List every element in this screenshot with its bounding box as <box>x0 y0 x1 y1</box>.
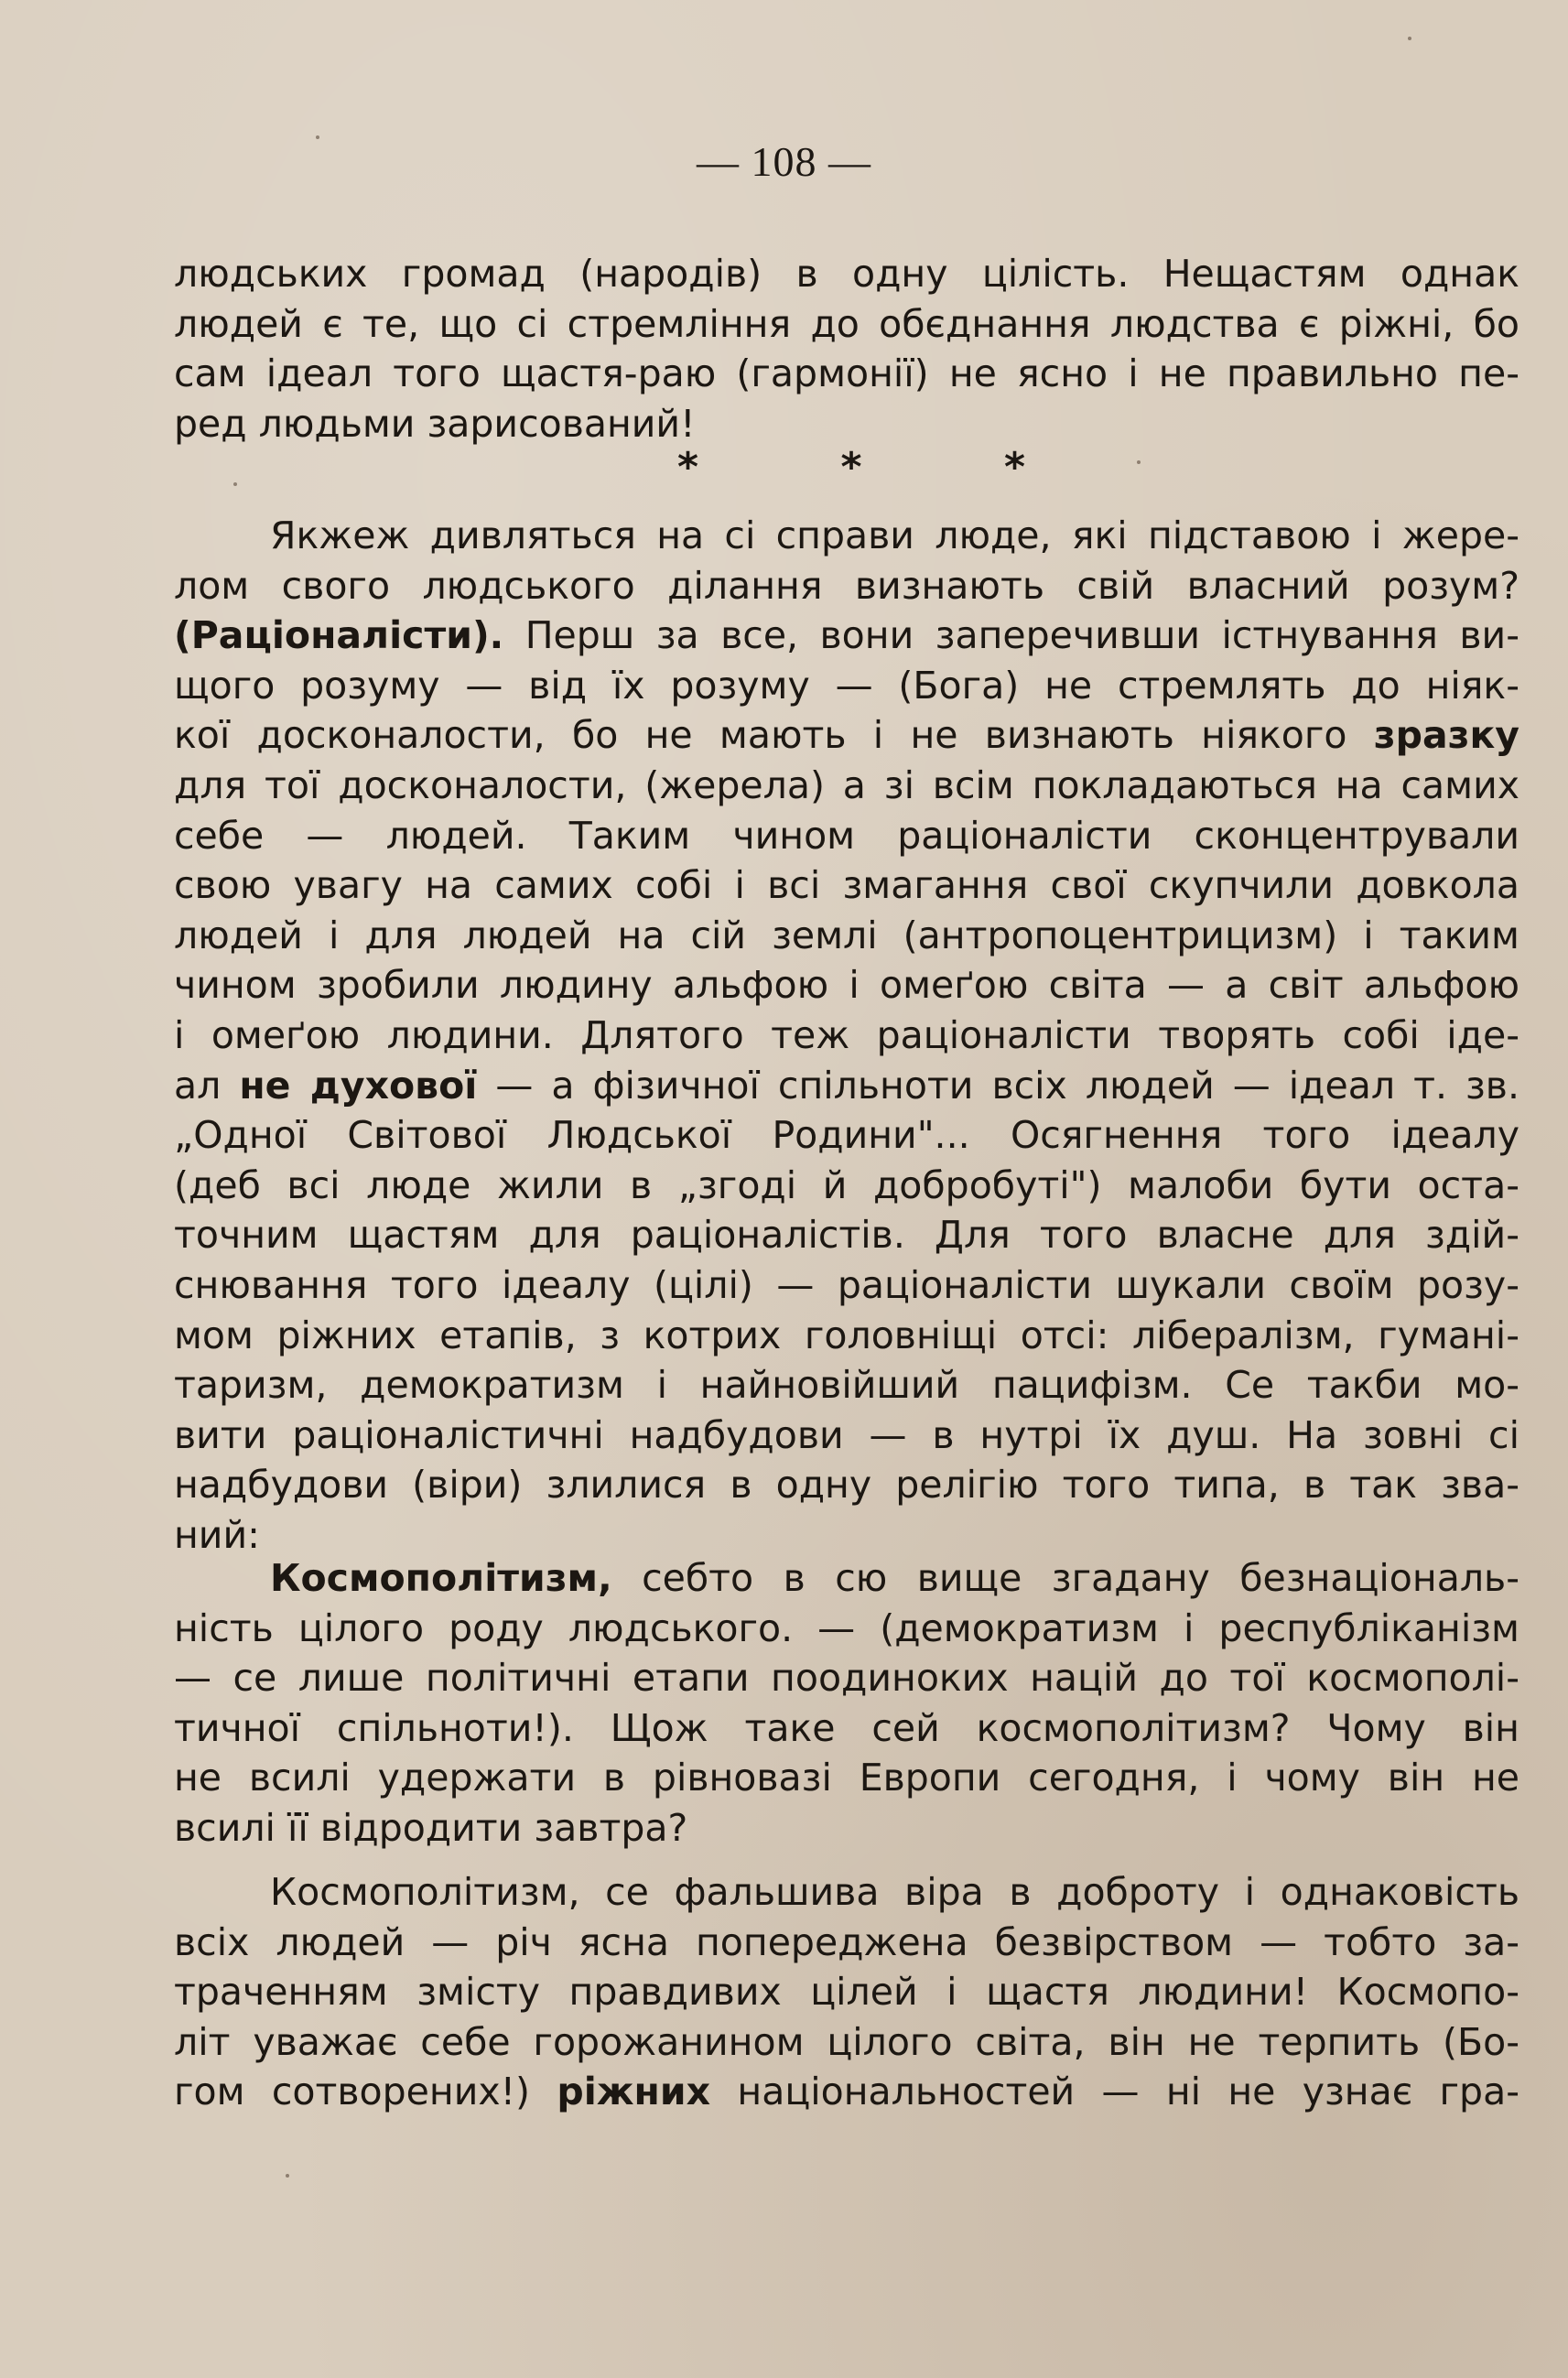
text-line: траченням змісту правдивих цілей і щастя людини! Космопо- <box>174 1970 1519 2015</box>
text-line: ний: <box>174 1512 260 1557</box>
text-line: надбудови (віри) злилися в одну релігію того типа, в так зва- <box>174 1463 1519 1508</box>
text-line: тичної спільноти!). Щож таке сей космополітизм? Чому він <box>174 1705 1519 1750</box>
text-line: літ уважає себе горожанином цілого світа, він не терпить (Бо- <box>174 2019 1519 2064</box>
text-line: вити раціоналістичні надбудови — в нутрі їх душ. На зовні сі <box>174 1412 1519 1457</box>
bold-term: зразку <box>1373 713 1519 758</box>
text-line: ред людьми зарисований! <box>174 401 696 446</box>
paragraph-4 <box>174 1867 1519 2117</box>
bold-term: не духової <box>239 1063 478 1108</box>
text-line <box>174 1553 1519 1604</box>
text-line <box>174 611 1519 661</box>
text-line: всіх людей — річ ясна попереджена безвірством — тобто за- <box>174 1919 1519 1964</box>
bold-term: (Раціоналісти). <box>174 613 504 658</box>
text-line: щого розуму — від їх розуму — (Бога) не стремлять до ніяк- <box>174 663 1519 708</box>
text-line: свою увагу на самих собі і всі змагання свої скупчили довкола <box>174 863 1519 908</box>
text-line <box>174 2067 1519 2117</box>
paragraph-2 <box>174 511 1519 1560</box>
text-line: сам ідеал того щастя-раю (гармонії) не ясно і не правильно пе- <box>174 351 1519 396</box>
text-line: людей є те, що сі стремління до обєднання людства є ріжні, бо <box>174 301 1519 346</box>
text-line: лом свого людського ділання визнають свій власний розум? <box>174 563 1519 608</box>
text-line: себе — людей. Таким чином раціоналісти сконцентрували <box>174 813 1519 858</box>
text-line: ність цілого роду людського. — (демократизм і республіканізм <box>174 1605 1519 1650</box>
text-line: і омеґою людини. Длятого теж раціоналісти творять собі іде- <box>174 1012 1519 1057</box>
text-line: людських громад (народів) в одну цілість. Нещастям однак <box>174 252 1519 296</box>
text-line: Якжеж дивляться на сі справи люде, які підставою і жере- <box>270 513 1519 557</box>
asterisk: * <box>677 444 699 491</box>
paragraph-3 <box>174 1553 1519 1854</box>
text-line <box>174 1061 1519 1111</box>
paragraph-1 <box>174 249 1519 449</box>
text-line: всилі її відродити завтра? <box>174 1805 688 1850</box>
paper-speck <box>286 2174 289 2178</box>
text-run: Перш за все, вони заперечивши істнування ви- <box>503 613 1519 658</box>
page-number: — 108 — <box>697 138 871 185</box>
text-run: національностей — ні не узнає гра- <box>710 2070 1519 2114</box>
text-line: для тої досконалости, (жерела) а зі всім покладаються на самих <box>174 762 1519 807</box>
text-run: гом сотворених!) <box>174 2070 557 2114</box>
text-line: не всилі удержати в рівновазі Европи сегодня, і чому він не <box>174 1756 1519 1800</box>
section-separator <box>677 444 1025 491</box>
text-line: людей і для людей на сій землі (антропоцентрицизм) і таким <box>174 913 1519 957</box>
paper-speck <box>1408 37 1411 40</box>
bold-term: ріжних <box>557 2070 711 2114</box>
text-line: „Одної Світової Людської Родини"... Осягнення того ідеалу <box>174 1113 1519 1158</box>
text-line: чином зробили людину альфою і омеґою світа — а світ альфою <box>174 963 1519 1008</box>
text-run: кої досконалости, бо не мають і не визнають ніякого <box>174 713 1374 758</box>
paper-speck <box>233 482 237 486</box>
asterisk: * <box>1003 444 1025 491</box>
paper-speck <box>316 135 319 139</box>
text-line: (деб всі люде жили в „згоді й добробуті") малоби бути оста- <box>174 1162 1519 1207</box>
paper-speck <box>1137 460 1141 464</box>
text-line: — се лише політичні етапи поодиноких націй до тої космополі- <box>174 1656 1519 1701</box>
text-run: себто в сю вище згадану безнаціональ- <box>611 1556 1519 1600</box>
bold-term: Космополітизм, <box>270 1556 612 1600</box>
text-run: — а фізичної спільноти всіх людей — ідеал т. зв. <box>477 1063 1519 1108</box>
text-line <box>174 710 1519 761</box>
text-line: снювання того ідеалу (цілі) — раціоналісти шукали своїм розу- <box>174 1262 1519 1307</box>
text-line: мом ріжних етапів, з котрих головніщі отсі: лібералізм, гумані- <box>174 1313 1519 1357</box>
text-line: Космополітизм, се фальшива віра в доброту і однаковість <box>270 1870 1519 1914</box>
text-line: таризм, демократизм і найновійший пацифізм. Се такби мо- <box>174 1363 1519 1408</box>
asterisk: * <box>840 444 862 491</box>
text-run: ал <box>174 1063 240 1108</box>
text-line: точним щастям для раціоналістів. Для того власне для здій- <box>174 1213 1519 1258</box>
